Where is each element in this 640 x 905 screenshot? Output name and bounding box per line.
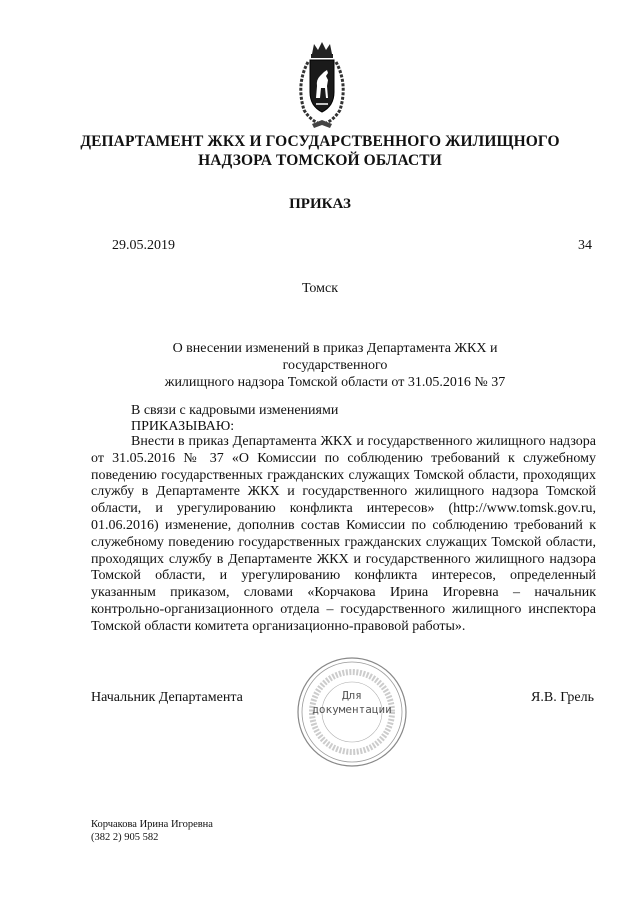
signatory-name: Я.В. Грель	[531, 690, 594, 705]
intro-text: В связи с кадровыми изменениями	[131, 403, 339, 418]
document-number: 34	[578, 238, 592, 253]
organization-line-2: НАДЗОРА ТОМСКОЙ ОБЛАСТИ	[198, 152, 442, 169]
signatory-title: Начальник Департамента	[91, 690, 243, 705]
document-type: ПРИКАЗ	[289, 196, 351, 212]
organization-name	[60, 132, 580, 170]
document-subject	[120, 340, 550, 391]
order-word: ПРИКАЗЫВАЮ:	[131, 419, 235, 434]
subject-line-1: О внесении изменений в приказ Департамента ЖКХ и государственного	[172, 341, 498, 373]
executor-phone: (382 2) 905 582	[91, 832, 159, 843]
order-paragraph: Внести в приказ Департамента ЖКХ и государственного жилищного надзора от 31.05.2016 № 37 «О Комиссии по соблюдению требований к служебному поведению государственных гражданских служащих Томской области, проходящих службу в Департаменте ЖКХ и государственного жилищного надзора Томской области, и урегулированию конфликта интересов» (http://www.tomsk.gov.ru, 01.06.2016) изменение, дополнив состав Комиссии по соблюдению требований к служебному поведению государственных гражданских служащих Томской области, проходящих службу в Департаменте ЖКХ и государственного жилищного надзора Томской области, и урегулированию конфликта интересов, определенный указанным приказом, словами «Корчакова Ирина Игоревна – начальник контрольно-организационного отдела – государственного жилищного инспектора Томской области комитета организационно-правовой работы».	[91, 434, 596, 634]
document-date: 29.05.2019	[112, 238, 175, 253]
document-city: Томск	[301, 281, 339, 296]
executor-name: Корчакова Ирина Игоревна	[91, 819, 213, 830]
subject-line-2: жилищного надзора Томской области от 31.05.2016 № 37	[164, 375, 506, 390]
executor-info	[91, 818, 213, 844]
coat-of-arms-icon	[294, 40, 350, 130]
stamp	[296, 656, 408, 768]
stamp-text-line-2: документации	[312, 703, 392, 716]
organization-line-1: ДЕПАРТАМЕНТ ЖКХ И ГОСУДАРСТВЕННОГО ЖИЛИЩНОГО	[80, 133, 560, 150]
stamp-text-line-1: Для	[342, 689, 362, 702]
